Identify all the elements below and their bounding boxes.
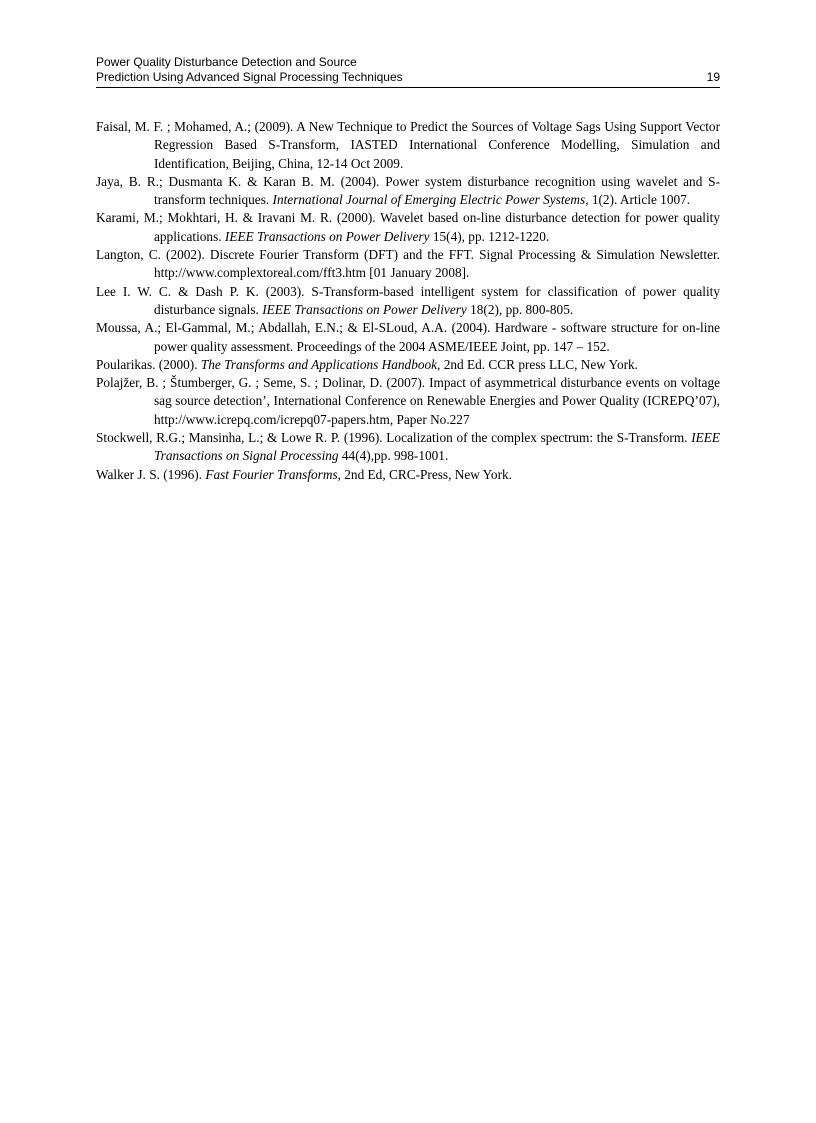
header-title-line-1: Power Quality Disturbance Detection and Source <box>96 55 357 69</box>
running-header <box>96 55 720 88</box>
page-number: 19 <box>706 70 720 84</box>
reference-item: Poularikas. (2000). The Transforms and Applications Handbook, 2nd Ed. CCR press LLC, New York. <box>96 356 639 372</box>
reference-item: Walker J. S. (1996). Fast Fourier Transforms, 2nd Ed, CRC-Press, New York. <box>96 466 512 482</box>
reference-item: Moussa, A.; El-Gammal, M.; Abdallah, E.N.; & El-SLoud, A.A. (2004). Hardware - software structure for on-line power quality assessment. Proceedings of the 2004 ASME/IEEE Joint, pp. 147 – 152. <box>96 320 720 354</box>
reference-item: Faisal, M. F. ; Mohamed, A.; (2009). A New Technique to Predict the Sources of Voltage Sags Using Support Vector Regression Based S-Transform, IASTED International Conference Modelling, Simulation and Identification, Beijing, China, 12-14 Oct 2009. <box>96 119 720 171</box>
header-title-line-2: Prediction Using Advanced Signal Processing Techniques <box>96 70 403 84</box>
reference-item: Langton, C. (2002). Discrete Fourier Transform (DFT) and the FFT. Signal Processing & Simulation Newsletter. http://www.complextoreal.com/fft3.htm [01 January 2008]. <box>96 247 720 281</box>
reference-list <box>96 118 720 484</box>
reference-item: Jaya, B. R.; Dusmanta K. & Karan B. M. (2004). Power system disturbance recognition using wavelet and S-transform techniques. International Journal of Emerging Electric Power Systems, 1(2). Article 1007. <box>96 173 720 208</box>
reference-item: Polajžer, B. ; Štumberger, G. ; Seme, S. ; Dolinar, D. (2007). Impact of asymmetrical disturbance events on voltage sag source detection’, International Conference on Renewable Energies and Power Quality (ICREPQ’07), http://www.icrepq.com/icrepq07-papers.htm, Paper No.227 <box>96 375 720 427</box>
reference-item: Lee I. W. C. & Dash P. K. (2003). S-Transform-based intelligent system for classification of power quality disturbance signals. IEEE Transactions on Power Delivery 18(2), pp. 800-805. <box>96 283 720 317</box>
reference-item: Karami, M.; Mokhtari, H. & Iravani M. R. (2000). Wavelet based on-line disturbance detection for power quality applications. IEEE Transactions on Power Delivery 15(4), pp. 1212-1220. <box>96 210 720 244</box>
reference-item: Stockwell, R.G.; Mansinha, L.; & Lowe R. P. (1996). Localization of the complex spectrum: the S-Transform. IEEE Transactions on Signal Processing 44(4),pp. 998-1001. <box>96 430 720 464</box>
